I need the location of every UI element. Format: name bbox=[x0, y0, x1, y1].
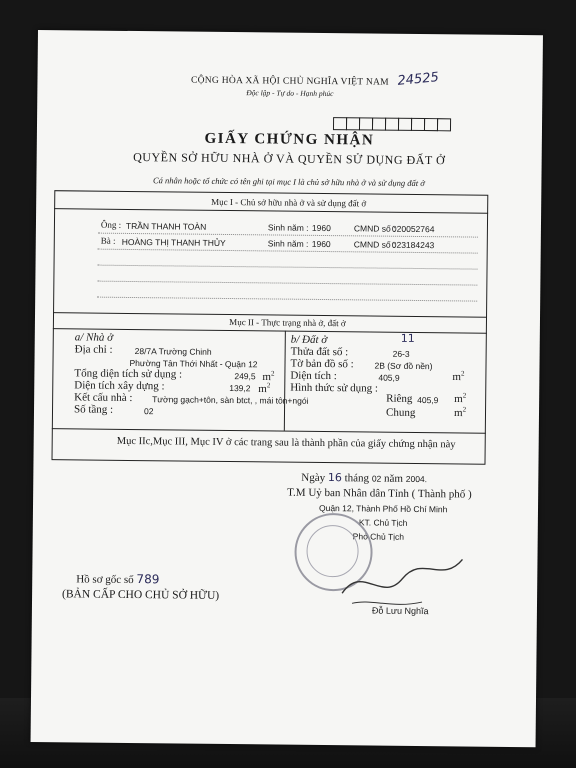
authority-line: T.M Uỷ ban Nhân dân Tỉnh ( Thành phố ) bbox=[287, 486, 472, 501]
owner2-birth-label: Sinh năm : bbox=[267, 238, 309, 249]
handwritten-number: 24525 bbox=[396, 70, 440, 89]
owner1-birth: 1960 bbox=[311, 222, 331, 234]
house-title: a/ Nhà ở bbox=[74, 331, 114, 344]
district-line: Quận 12, Thành Phố Hồ Chí Minh bbox=[318, 502, 448, 515]
copy-note: (BẢN CẤP CHO CHỦ SỞ HỮU) bbox=[62, 588, 220, 602]
land-area-unit: $m^2$ bbox=[452, 369, 465, 384]
build-area-label: Diện tích xây dựng : bbox=[74, 379, 165, 393]
structure-value: Tường gạch+tôn, sàn btct, , mái tôn+ngói bbox=[152, 394, 309, 406]
date-line: Ngày 16 tháng 02 năm 2004. bbox=[301, 471, 428, 485]
owner1-label: Ông : bbox=[100, 219, 122, 230]
usage-form-label: Hình thức sử dụng : bbox=[290, 381, 379, 395]
area-use-unit: $m^2$ bbox=[262, 369, 275, 384]
stamp-boxes bbox=[333, 117, 473, 129]
floors-label: Số tầng : bbox=[73, 403, 114, 416]
signer-name: Đỗ Lưu Nghĩa bbox=[371, 605, 429, 617]
land-area-value: 405,9 bbox=[378, 372, 400, 383]
area-use-label: Tổng diện tích sử dụng : bbox=[74, 367, 183, 381]
ward-value: Phường Tân Thới Nhất - Quận 12 bbox=[129, 357, 258, 370]
map-value: 2B (Sơ đồ nền) bbox=[374, 360, 433, 372]
address-value: 28/7A Trường Chinh bbox=[134, 346, 212, 357]
page-subtitle: QUYỀN SỞ HỮU NHÀ Ở VÀ QUYỀN SỬ DỤNG ĐẤT Ở bbox=[133, 150, 446, 168]
owner1-id: 020052764 bbox=[391, 223, 435, 235]
owner2-id: 023184243 bbox=[391, 239, 435, 251]
owner1-id-label: CMND số : bbox=[353, 223, 396, 234]
private-value: 405,9 bbox=[417, 394, 439, 406]
owner2-id-label: CMND số : bbox=[353, 239, 396, 250]
area-use-value: 249,5 bbox=[234, 371, 256, 382]
section2-heading: Mục II - Thực trạng nhà ở, đất ở bbox=[229, 317, 346, 329]
page-title: GIẤY CHỨNG NHẬN bbox=[204, 130, 375, 149]
certificate-document bbox=[31, 30, 543, 747]
owner1-birth-label: Sinh năm : bbox=[267, 222, 309, 233]
land-handwritten-mark: 11 bbox=[400, 331, 415, 345]
address-label: Địa chỉ : bbox=[74, 343, 113, 356]
common-unit: $m^2$ bbox=[453, 405, 467, 420]
floors-value: 02 bbox=[143, 406, 154, 417]
map-label: Tờ bản đồ số : bbox=[290, 357, 354, 371]
role-chairman: KT. Chủ Tịch bbox=[358, 517, 408, 528]
ownership-note: Cá nhân hoặc tổ chức có tên ghi tại mục I là chủ sở hữu nhà ở và sử dụng đất ở bbox=[152, 175, 425, 189]
private-unit: $m^2$ bbox=[454, 391, 467, 406]
land-area-label: Diện tích : bbox=[290, 369, 337, 383]
structure-label: Kết cấu nhà : bbox=[74, 391, 133, 405]
land-title: b/ Đất ở bbox=[290, 333, 328, 347]
parcel-label: Thửa đất số : bbox=[290, 345, 349, 359]
owner2-label: Bà : bbox=[100, 235, 116, 246]
private-label: Riêng bbox=[386, 392, 413, 405]
build-area-value: 139,2 bbox=[229, 383, 251, 394]
owner2-birth: 1960 bbox=[311, 238, 331, 250]
parcel-value: 26-3 bbox=[392, 348, 410, 359]
role-vice-chairman: Phó Chủ Tịch bbox=[352, 531, 405, 542]
motto: Độc lập - Tự do - Hạnh phúc bbox=[246, 88, 334, 99]
owner1-name: TRẦN THANH TOÀN bbox=[125, 220, 207, 232]
owner2-name: HOÀNG THỊ THANH THỦY bbox=[121, 236, 226, 248]
republic-heading: CỘNG HÒA XÃ HỘI CHỦ NGHĨA VIỆT NAM bbox=[190, 75, 390, 88]
section1-heading: Mục I - Chủ sở hữu nhà ở và sử dụng đất ở bbox=[211, 196, 367, 209]
footer-note: Mục IIc,Mục III, Mục IV ở các trang sau là thành phần của giấy chứng nhận này bbox=[116, 435, 456, 451]
file-line: Hồ sơ gốc số 789 bbox=[76, 572, 160, 587]
build-area-unit: $m^2$ bbox=[258, 381, 271, 396]
common-label: Chung bbox=[385, 406, 416, 419]
